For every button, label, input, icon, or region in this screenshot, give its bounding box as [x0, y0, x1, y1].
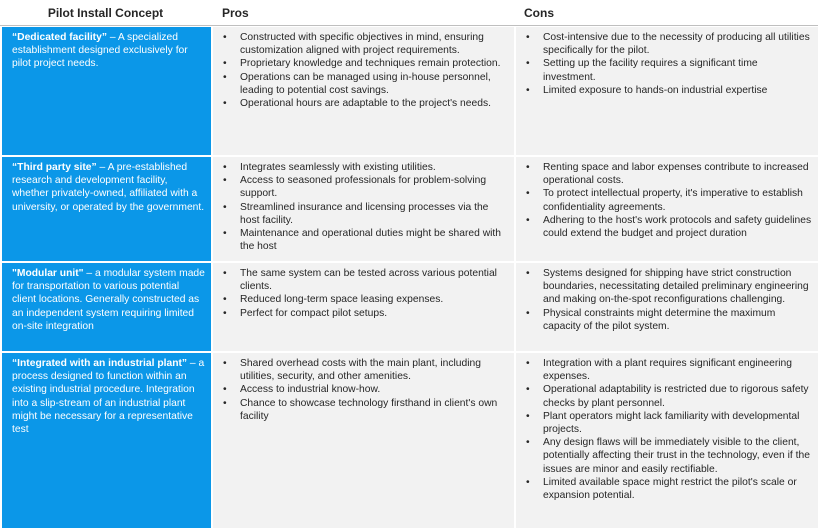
pros-cell	[213, 27, 514, 155]
concept-title: “Third party site”	[12, 162, 97, 173]
list-item: • Access to seasoned professionals for problem-solving support.	[223, 175, 487, 200]
list-item: • Cost-intensive due to the necessity of producing all utilities specifically for the pilot.	[526, 32, 810, 57]
list-item: • Physical constraints might determine the maximum capacity of the pilot system.	[526, 307, 776, 332]
list-item: • Limited available space might restrict the pilot's scale or expansion potential.	[526, 476, 797, 502]
list-item: • Streamlined insurance and licensing processes via the host facility.	[223, 201, 489, 226]
pros-cell	[213, 157, 514, 261]
list-item: • To protect intellectual property, it's imperative to establish confidentiality agreements.	[526, 188, 803, 213]
list-item: • Proprietary knowledge and techniques remain protection.	[223, 58, 501, 70]
concept-cell	[2, 263, 211, 351]
list-item: • The same system can be tested across various potential clients.	[223, 268, 497, 293]
concept-title: “Dedicated facility”	[12, 32, 107, 43]
concept-description: – a modular system made for transportation to various potential client locations. Generally constructed as an independent system requiring limited on-site integration	[12, 268, 205, 332]
list-item: • Plant operators might lack familiarity with developmental projects.	[526, 410, 800, 436]
list-item: • Limited exposure to hands-on industrial expertise	[526, 84, 768, 96]
list-item: • Any design flaws will be immediately visible to the client, potentially affecting their trust in the technology, even if the issues are minor and easily rectifiable.	[526, 437, 810, 475]
pros-cell	[213, 353, 514, 528]
cons-cell	[516, 157, 818, 261]
list-item: • Perfect for compact pilot setups.	[223, 307, 388, 319]
cons-cell	[516, 353, 818, 528]
header-pros: Pros	[222, 6, 249, 20]
list-item: • Operational hours are adaptable to the project's needs.	[223, 98, 491, 110]
table-row	[0, 263, 818, 351]
table-row	[0, 27, 818, 155]
concept-cell	[2, 157, 211, 261]
list-item: • Operational adaptability is restricted due to rigorous safety checks by plant personnel.	[526, 384, 809, 409]
list-item: • Integration with a plant requires significant engineering expenses.	[526, 358, 792, 383]
pros-cell	[213, 263, 514, 351]
list-item: • Adhering to the host's work protocols and safety guidelines could extend the budget and project duration	[526, 214, 812, 240]
concept-title: “Integrated with an industrial plant”	[12, 358, 188, 369]
header-concept: Pilot Install Concept	[47, 6, 164, 20]
table-row	[0, 353, 818, 528]
list-item: • Integrates seamlessly with existing utilities.	[223, 162, 436, 173]
cons-cell	[516, 27, 818, 155]
list-item: • Operations can be managed using in-house personnel, leading to potential cost savings.	[223, 71, 491, 96]
list-item: • Systems designed for shipping have strict construction boundaries, necessitating detailed preliminary engineering and making on-the-spot reconfigurations challenging.	[526, 268, 809, 306]
list-item: • Shared overhead costs with the main plant, including utilities, security, and other amenities.	[223, 358, 481, 383]
list-item: • Access to industrial know-how.	[223, 384, 381, 396]
concept-description: – A specialized establishment designed exclusively for pilot project needs.	[12, 32, 188, 70]
list-item: • Reduced long-term space leasing expenses.	[223, 294, 444, 306]
table-header	[0, 0, 818, 26]
list-item: • Chance to showcase technology firsthand in client's own facility	[223, 397, 498, 422]
table-row	[0, 157, 818, 261]
list-item: • Constructed with specific objectives in mind, ensuring customization aligned with project requirements.	[223, 32, 484, 57]
concept-description: – a process designed to function within an existing industrial procedure. Integration into a slip-stream of an industrial plant might be necessary for a representative test	[12, 358, 205, 436]
list-item: • Maintenance and operational duties might be shared with the host	[223, 228, 502, 253]
concept-title: "Modular unit"	[12, 268, 84, 279]
list-item: • Setting up the facility requires a significant time investment.	[526, 58, 758, 83]
cons-cell	[516, 263, 818, 351]
header-cons: Cons	[524, 6, 554, 20]
concept-cell	[2, 353, 211, 528]
list-item: • Renting space and labor expenses contribute to increased operational costs.	[526, 162, 809, 187]
concept-cell	[2, 27, 211, 155]
concept-description: – A pre-established research and development facility, whether privately-owned, affiliated with a university, or operated by the government.	[12, 162, 205, 213]
